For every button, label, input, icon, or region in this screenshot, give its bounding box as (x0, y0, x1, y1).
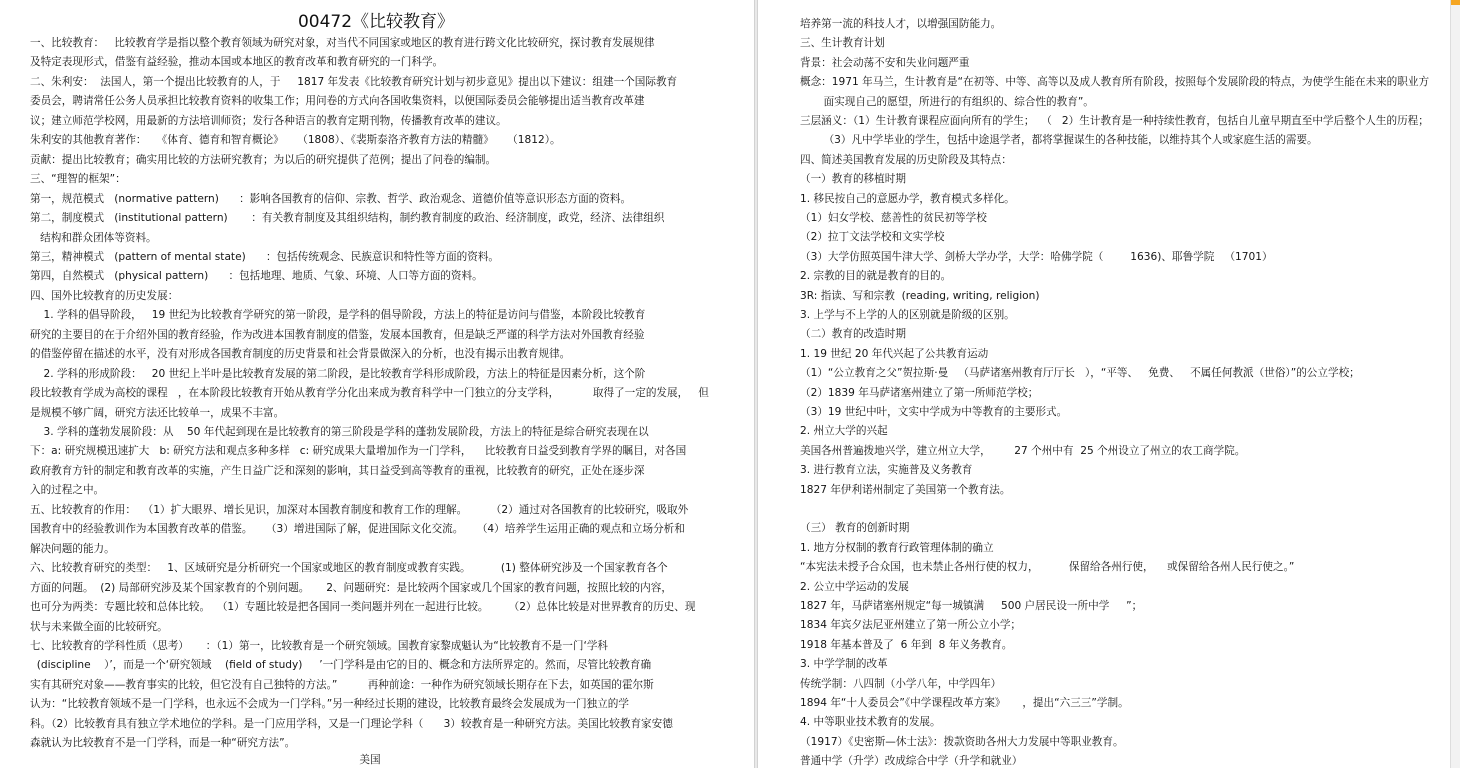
text-line: 的借鉴停留在描述的水平，没有对形成各国教育制度的历史背景和社会背景做深入的分析，也没有揭示出教育规律。 (30, 348, 571, 361)
text-line: 1. 19 世纪 20 年代兴起了公共教育运动 (800, 347, 989, 360)
text-line: 1894 年“十人委员会”《中学课程改革方案》 ，提出“六三三”学制。 (800, 697, 1129, 709)
text-line: 朱利安的其他教育著作： 《体育、德育和智育概论》 （1808）、《裴斯泰洛齐教育方法的精髓》 （1812）。 (30, 134, 561, 147)
text-line: 方面的问题。 (2) 局部研究涉及某个国家教育的个别问题。 2、问题研究：是比较两个国家或几个国家的教育问题，按照比较的内容， (30, 581, 672, 594)
text-line: 背景：社会动荡不安和失业问题严重 (800, 56, 970, 69)
text-line: 1918 年基本普及了 6 年到 8 年义务教育。 (800, 638, 1013, 651)
corner-marker-icon (1451, 0, 1460, 5)
text-line: (discipline ）’，而是一个‘研究领域 (field of study) ’一门学科是由它的目的、概念和方法所界定的。然而，尽管比较教育确 (30, 659, 652, 672)
text-line: 森就认为比较教育不是一门学科，而是一种“研究方法”。 (30, 737, 296, 750)
text-line: 面实现自己的愿望，所进行的有组织的、综合性的教育”。 (800, 95, 1094, 108)
text-line: 委员会，聘请常任公务人员承担比较教育资料的收集工作；用问卷的方式向各国收集资料，以便国际委员会能够提出适当教育改革建 (30, 95, 645, 108)
text-line: 1834 年宾夕法尼亚州建立了第一所公立小学； (800, 619, 1022, 632)
text-line: （3）凡中学毕业的学生，包括中途退学者，都将掌握谋生的各种技能，以维持其个人或家庭生活的需要。 (800, 134, 1318, 147)
text-line: 3. 上学与不上学的人的区别就是阶级的区别。 (800, 309, 1015, 321)
text-line: （3）19 世纪中叶，文实中学成为中等教育的主要形式。 (800, 406, 1068, 418)
text-line: 是规模不够广阔，研究方法还比较单一，成果不丰富。 (30, 406, 285, 419)
text-line: （三） 教育的创新时期 (800, 522, 910, 535)
text-line: 状与未来做全面的比较研究。 (30, 620, 168, 633)
text-line: 七、比较教育的学科性质（思考） ：（1）第一，比较教育是一个研究领域。国教育家黎成魁认为“比较教育不是一门‘学科 (30, 639, 609, 652)
text-line: 科。（2）比较教育具有独立学术地位的学科。是一门应用学科，又是一门理论学科（ 3）较教育是一种研究方法。美国比较教育家安德 (30, 717, 673, 730)
text-line: （1917）《史密斯—休士法》：拨款资助各州大力发展中等职业教育。 (800, 735, 1124, 748)
text-line: 第一，规范模式 (normative pattern) ：影响各国教育的信仰、宗教、哲学、政治观念、道德价值等意识形态方面的资料。 (30, 192, 632, 205)
text-line: 1827 年伊利诺州制定了美国第一个教育法。 (800, 483, 1011, 496)
text-line: 2. 公立中学运动的发展 (800, 580, 909, 593)
pdf-page-right (760, 0, 1450, 768)
text-line: 实有其研究对象——教育事实的比较，但它没有自己独特的方法。” 再种前途：一种作为研究领域长期存在下去，如英国的霍尔斯 (30, 678, 654, 691)
text-line: 政府教育方针的制定和教育改革的实施，产生日益广泛和深刻的影响，其日益受到高等教育的重视，比较教育的研究，正处在逐步深 (30, 464, 645, 477)
page-footer-word: 美国 (359, 754, 381, 766)
text-line: 第四，自然模式 (physical pattern) ：包括地理、地质、气象、环境、人口等方面的资料。 (30, 270, 483, 283)
text-line: 及特定表现形式，借鉴有益经验，推动本国或本地区的教育改革和教育研究的一门科学。 (30, 56, 444, 69)
text-line: 也可分为两类：专题比较和总体比较。 （1）专题比较是把各国同一类问题并列在一起进行比较。 （2）总体比较是对世界教育的历史、现 (30, 601, 696, 614)
text-line: 3. 中学学制的改革 (800, 658, 888, 671)
text-line: 美国各州普遍拨地兴学，建立州立大学， 27 个州中有 25 个州设立了州立的农工商学院。 (800, 444, 1246, 457)
text-line: 1. 地方分权制的教育行政管理体制的确立 (800, 541, 994, 554)
text-line: 入的过程之中。 (30, 484, 105, 497)
text-line: （2）1839 年马萨诸塞州建立了第一所师范学校； (800, 386, 1039, 399)
text-line: 3R: 指读、写和宗教 (reading, writing, religion) (800, 289, 1040, 302)
text-line: 第三，精神模式 (pattern of mental state) ：包括传统观念、民族意识和特性等方面的资料。 (30, 250, 500, 263)
text-line: 4. 中等职业技术教育的发展。 (800, 716, 941, 729)
text-line: 研究的主要目的在于介绍外国的教育经验，作为改进本国教育制度的借鉴，发展本国教育，但是缺乏严谨的科学方法对外国教育经验 (30, 328, 645, 341)
text-line: 第二，制度模式 (institutional pattern) ：有关教育制度及其组织结构，制约教育制度的政治、经济制度，政党，经济、法律组织 (30, 212, 665, 225)
viewer-scroll-strip[interactable] (1450, 0, 1460, 768)
text-line: （一）教育的移植时期 (800, 173, 906, 186)
text-line: （1）“公立教育之父”贺拉斯·曼 （马萨诸塞州教育厅厅长 ），“平等、 免费、 不属任何教派（世俗）”的公立学校； (800, 367, 1360, 380)
text-line: 三层涵义：（1）生计教育课程应面向所有的学生； （ 2）生计教育是一种持续性教育，包括自儿童早期直至中学后整个人生的历程； (800, 115, 1429, 127)
text-line: （3）大学仿照英国牛津大学、剑桥大学办学，大学：哈佛学院（ 1636)、耶鲁学院 （1701） (800, 250, 1273, 263)
text-line: 四、国外比较教育的历史发展： (30, 289, 179, 302)
text-line: 解决问题的能力。 (30, 542, 115, 555)
page-divider (754, 0, 758, 768)
text-line: 认为：“比较教育领域不是一门学科，也永远不会成为一门学科。”另一种经过长期的建设，比较教育最终会发展成为一门独立的学 (30, 698, 629, 711)
text-line: 下：a: 研究规模迅速扩大 b: 研究方法和观点多种多样 c: 研究成果大量增加作为一门学科， 比较教育日益受到教育学界的瞩目，对各国 (30, 445, 687, 458)
text-line: 国教育中的经验教训作为本国教育改革的借鉴。 （3）增进国际了解，促进国际文化交流。 （4）培养学生运用正确的观点和立场分析和 (30, 523, 685, 536)
text-line: 议；建立师范学校网，用最新的方法培训师资；发行各种语言的教育定期刊物，传播教育改革的建议。 (30, 114, 507, 127)
text-line: 3. 学科的蓬勃发展阶段：从 50 年代起到现在是比较教育的第三阶段是学科的蓬勃发展阶段，方法上的特征是综合研究表现在以 (30, 426, 649, 438)
text-line: 四、简述美国教育发展的历史阶段及其特点： (800, 153, 1012, 166)
text-line: 传统学制：八四制（小学八年，中学四年） (800, 677, 1002, 690)
text-line: 结构和群众团体等资料。 (30, 231, 157, 244)
text-line: 培养第一流的科技人才，以增强国防能力。 (800, 18, 1002, 30)
text-line: “本宪法未授予合众国，也未禁止各州行使的权力， 保留给各州行使， 或保留给各州人民行使之。” (800, 561, 1295, 574)
text-line: 五、比较教育的作用： （1）扩大眼界、增长见识，加深对本国教育制度和教育工作的理解。 （2）通过对各国教育的比较研究，吸取外 (30, 503, 689, 516)
text-line: 普通中学（升学）改成综合中学（升学和就业） (800, 755, 1023, 768)
text-line: 概念：1971 年马兰，生计教育是“在初等、中等、高等以及成人教育所有阶段，按照每个发展阶段的特点，为使学生能在未来的职业方 (800, 76, 1430, 89)
text-line: 2. 学科的形成阶段： 20 世纪上半叶是比较教育发展的第二阶段，是比较教育学科形成阶段，方法上的特征是因素分析，这个阶 (30, 367, 646, 380)
text-line: 贡献：提出比较教育；确实用比较的方法研究教育；为以后的研究提供了范例；提出了问卷的编制。 (30, 153, 497, 166)
text-line: 3. 进行教育立法，实施普及义务教育 (800, 464, 973, 477)
text-line: 2. 宗教的目的就是教育的目的。 (800, 270, 952, 283)
text-line: 1827 年，马萨诸塞州规定“每一城镇满 500 户居民设一所中学 ”； (800, 600, 1143, 612)
document-title: 00472《比较教育》 (297, 12, 455, 32)
text-line: 二、朱利安： 法国人，第一个提出比较教育的人，于 1817 年发表《比较教育研究计划与初步意见》提出以下建议：组建一个国际教育 (30, 75, 678, 88)
text-line: 三、“理智的框架”： (30, 173, 126, 186)
text-line: 2. 州立大学的兴起 (800, 425, 888, 438)
text-line: （1）妇女学校、慈善性的贫民初等学校 (800, 212, 987, 224)
text-line: 一、比较教育： 比较教育学是指以整个教育领域为研究对象，对当代不同国家或地区的教育进行跨文化比较研究，探讨教育发展规律 (30, 37, 655, 49)
text-line: 六、比较教育研究的类型： 1、区域研究是分析研究一个国家或地区的教育制度或教育实践。 (1) 整体研究涉及一个国家教育各个 (30, 562, 668, 575)
text-line: （二）教育的改造时期 (800, 328, 906, 341)
text-line: （2）拉丁文法学校和文实学校 (800, 231, 945, 244)
text-line: 三、生计教育计划 (800, 37, 885, 50)
text-line: 1. 学科的倡导阶段， 19 世纪为比较教育学研究的第一阶段，是学科的倡导阶段，方法上的特征是访问与借鉴，本阶段比较教育 (30, 309, 646, 322)
text-line: 1. 移民按自己的意愿办学，教育模式多样化。 (800, 192, 1015, 205)
text-line: 段比较教育学成为高校的课程 ，在本阶段比较教育开始从教育学分化出来成为教育科学中一门独立的分支学科， 取得了一定的发展， 但 (30, 387, 709, 400)
